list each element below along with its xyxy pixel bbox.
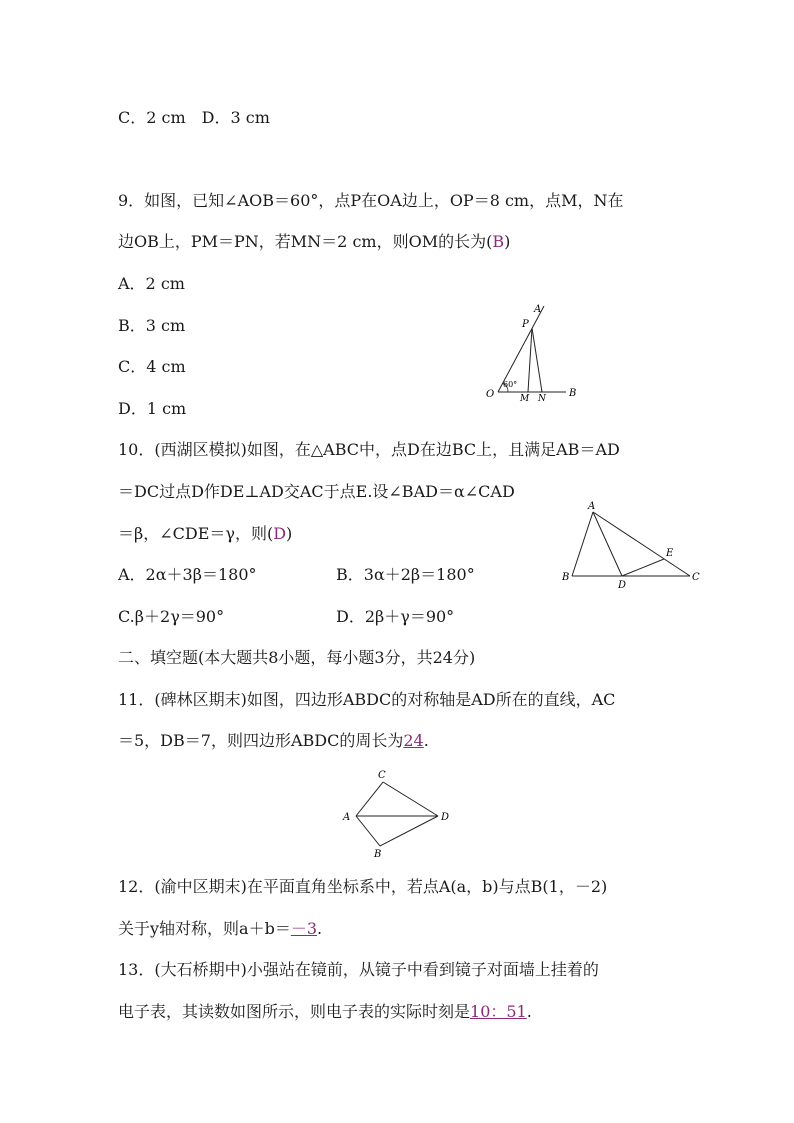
- label-a: A: [588, 501, 596, 512]
- q13-answer: 10：51: [470, 1002, 527, 1021]
- q9-answer: B: [492, 232, 505, 251]
- q10-option-c: C.β＋2γ＝90°: [118, 607, 225, 626]
- q10-stem-line1: 10．(西湖区模拟)如图，在△ABC中，点D在边BC上，且满足AB＝AD: [118, 440, 620, 459]
- q12-stem-line1: 12．(渝中区期末)在平面直角坐标系中，若点A(a，b)与点B(1，－2): [118, 877, 608, 896]
- label-b: B: [562, 572, 570, 583]
- label-b: B: [569, 388, 577, 399]
- q9-option-b: B．3 cm: [118, 316, 186, 335]
- label-m: M: [520, 394, 530, 404]
- q12-stem-text: 关于y轴对称，则a＋b＝: [118, 919, 291, 938]
- q9-option-a: A．2 cm: [118, 274, 185, 293]
- q9-stem-text: 边OB上，PM＝PN，若MN＝2 cm，则OM的长为(: [118, 232, 493, 251]
- q11-stem-line1: 11．(碑林区期末)如图，四边形ABDC的对称轴是AD所在的直线，AC: [118, 690, 616, 709]
- q13-stem-text: 电子表，其读数如图所示，则电子表的实际时刻是: [118, 1002, 471, 1021]
- q9-figure: [480, 298, 590, 404]
- label-angle-60: 60°: [503, 380, 518, 389]
- q9-close-paren: ): [504, 232, 511, 251]
- segment-pn: [532, 328, 542, 392]
- q11-stem-line2: [118, 731, 429, 751]
- label-c: C: [378, 770, 386, 781]
- label-b: B: [374, 849, 382, 860]
- q10-options-cd: [118, 607, 454, 627]
- label-d: D: [441, 812, 450, 823]
- q12-stem-line2: [118, 919, 322, 939]
- q10-close-paren: ): [286, 524, 293, 543]
- q13-end: .: [526, 1002, 532, 1021]
- q8-options-cd: C．2 cm D．3 cm: [118, 108, 270, 127]
- label-d: D: [618, 580, 627, 590]
- label-a: A: [534, 304, 542, 315]
- label-o: O: [486, 389, 495, 400]
- q10-stem-line3: [118, 524, 292, 544]
- q11-end: .: [423, 731, 429, 750]
- q12-answer: －3: [290, 919, 318, 938]
- q12-end: .: [317, 919, 323, 938]
- q10-option-d: D．2β＋γ＝90°: [336, 607, 455, 626]
- section-2-heading: 二、填空题(本大题共8小题，每小题3分，共24分): [118, 648, 476, 667]
- side-ac: [356, 782, 383, 816]
- label-e: E: [666, 548, 674, 559]
- q10-option-b: B．3α＋2β＝180°: [336, 565, 475, 584]
- label-p: P: [522, 319, 529, 330]
- label-a: A: [343, 812, 351, 823]
- q10-answer: D: [273, 524, 287, 543]
- q9-stem-line2: [118, 232, 510, 252]
- side-ba: [356, 816, 380, 846]
- q10-stem-text: ＝β，∠CDE＝γ，则(: [118, 524, 274, 543]
- q10-option-a: A．2α＋3β＝180°: [118, 565, 257, 584]
- side-cd: [383, 782, 438, 816]
- side-db: [380, 816, 438, 846]
- q11-figure: [338, 764, 456, 862]
- segment-pm: [528, 328, 532, 392]
- q11-answer: 24: [403, 731, 424, 750]
- q9-stem-line1: 9．如图，已知∠AOB＝60°，点P在OA边上，OP＝8 cm，点M，N在: [118, 191, 624, 210]
- q9-option-c: C．4 cm: [118, 357, 186, 376]
- q10-stem-line2: ＝DC过点D作DE⊥AD交AC于点E.设∠BAD＝α∠CAD: [118, 482, 515, 501]
- q10-options-ab: [118, 565, 475, 585]
- q13-stem-line2: [118, 1002, 532, 1022]
- side-ab: [572, 512, 593, 576]
- q9-option-d: D．1 cm: [118, 399, 187, 418]
- q11-stem-text: ＝5，DB＝7，则四边形ABDC的周长为: [118, 731, 404, 750]
- q10-figure: [558, 498, 704, 590]
- segment-de: [622, 559, 664, 576]
- label-c: C: [692, 572, 700, 583]
- label-n: N: [538, 394, 546, 404]
- q13-stem-line1: 13．(大石桥期中)小强站在镜前，从镜子中看到镜子对面墙上挂着的: [118, 960, 599, 979]
